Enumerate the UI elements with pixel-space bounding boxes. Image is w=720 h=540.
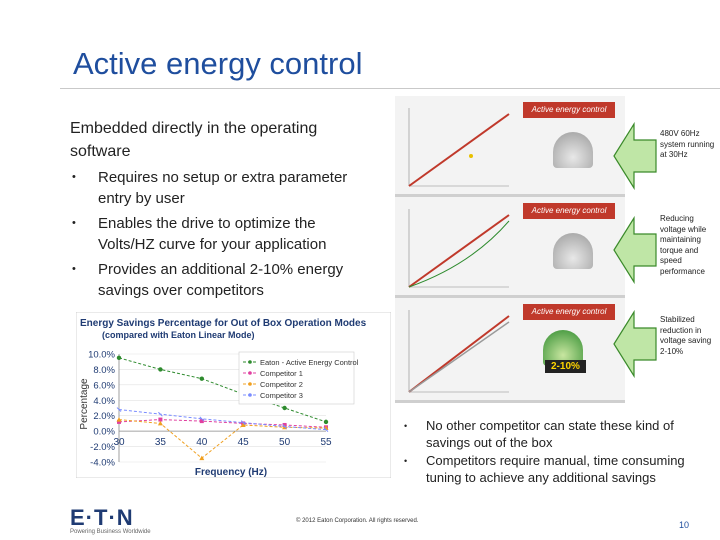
gauge-icon bbox=[553, 132, 593, 168]
screen-banner: Active energy control bbox=[523, 304, 615, 320]
legend-marker bbox=[248, 382, 252, 386]
legend-marker bbox=[248, 360, 252, 364]
callout-text: Reducing voltage while maintaining torque and speed performance bbox=[660, 214, 707, 276]
x-tick-label: 35 bbox=[154, 437, 166, 449]
callout-arrow-icon bbox=[612, 212, 658, 288]
callout-arrow-icon bbox=[612, 118, 658, 194]
bullet-text: No other competitor can state these kind of savings out of the box bbox=[426, 418, 674, 450]
callout-text: 480V 60Hz system running at 30Hz bbox=[660, 129, 715, 159]
eaton-logo: E·T·N bbox=[70, 505, 134, 530]
energy-savings-chart bbox=[76, 312, 391, 478]
vf-curve-plot bbox=[401, 104, 511, 190]
competitor-bullets bbox=[400, 418, 700, 486]
bullet-text: Requires no setup or extra parameter entry by user bbox=[98, 169, 348, 207]
bullet-item bbox=[70, 259, 370, 301]
bullet-dot: • bbox=[404, 421, 408, 431]
page-number: 10 bbox=[679, 520, 690, 530]
y-tick-label: 8.0% bbox=[93, 364, 115, 376]
screen-panel bbox=[395, 298, 625, 403]
chart-xlabel: Frequency (Hz) bbox=[194, 467, 268, 478]
y-tick-label: 2.0% bbox=[93, 411, 115, 423]
feature-bullets bbox=[70, 167, 370, 305]
chart-title: Energy Savings Percentage for Out of Box Operation Modes bbox=[80, 318, 367, 329]
data-point bbox=[117, 356, 121, 360]
chart-subtitle: (compared with Eaton Linear Mode) bbox=[102, 330, 255, 340]
bullet-item bbox=[400, 453, 700, 486]
x-tick-label: 50 bbox=[279, 437, 291, 449]
bullet-dot: • bbox=[72, 263, 76, 275]
y-tick-label: 0.0% bbox=[93, 426, 115, 438]
gauge-icon bbox=[553, 233, 593, 269]
savings-badge: 2-10% bbox=[545, 360, 586, 373]
bullet-text: Provides an additional 2-10% energy savings over competitors bbox=[98, 261, 344, 299]
intro-text: Embedded directly in the operating software bbox=[70, 120, 318, 160]
x-tick-label: 45 bbox=[237, 437, 249, 449]
y-tick-label: 6.0% bbox=[93, 380, 115, 392]
legend-label: Competitor 2 bbox=[260, 380, 303, 389]
legend-label: Eaton - Active Energy Control bbox=[260, 358, 359, 367]
y-tick-label: -2.0% bbox=[90, 442, 115, 454]
legend-marker bbox=[248, 393, 252, 397]
screen-panel bbox=[395, 96, 625, 197]
data-point bbox=[282, 406, 286, 410]
vf-curve-plot bbox=[401, 205, 511, 291]
bullet-text: Enables the drive to optimize the Volts/HZ curve for your application bbox=[98, 215, 327, 253]
bullet-dot: • bbox=[72, 171, 76, 183]
footer-logo bbox=[70, 505, 151, 535]
bullet-item bbox=[400, 418, 700, 451]
x-tick-label: 40 bbox=[196, 437, 208, 449]
screen-banner: Active energy control bbox=[523, 102, 615, 118]
vf-curve-plot bbox=[401, 306, 511, 396]
x-tick-label: 30 bbox=[113, 437, 125, 449]
page-title: Active energy control bbox=[73, 46, 363, 81]
screen-panel bbox=[395, 197, 625, 298]
data-point bbox=[158, 367, 162, 371]
legend-label: Competitor 1 bbox=[260, 369, 303, 378]
chart-ylabel: Percentage bbox=[79, 378, 90, 430]
y-tick-label: 10.0% bbox=[88, 349, 115, 361]
logo-tagline: Powering Business Worldwide bbox=[70, 529, 151, 535]
data-point bbox=[200, 376, 204, 380]
bullet-dot: • bbox=[404, 456, 408, 466]
title-divider bbox=[60, 88, 720, 89]
drive-screenshots bbox=[395, 96, 625, 400]
bullet-text: Competitors require manual, time consuming tuning to achieve any additional savings bbox=[426, 453, 685, 485]
y-tick-label: 4.0% bbox=[93, 395, 115, 407]
data-point bbox=[324, 420, 328, 424]
copyright-text: © 2012 Eaton Corporation. All rights reserved. bbox=[296, 518, 419, 524]
bullet-item bbox=[70, 167, 370, 209]
y-tick-label: -4.0% bbox=[90, 457, 115, 469]
screen-banner: Active energy control bbox=[523, 203, 615, 219]
bullet-item bbox=[70, 213, 370, 255]
bullet-dot: • bbox=[72, 217, 76, 229]
legend-marker bbox=[248, 371, 252, 375]
x-tick-label: 55 bbox=[320, 437, 332, 449]
callout-arrow-icon bbox=[612, 306, 658, 382]
callout-text: Stabilized reduction in voltage saving 2-10% bbox=[660, 315, 712, 356]
legend-label: Competitor 3 bbox=[260, 391, 303, 400]
